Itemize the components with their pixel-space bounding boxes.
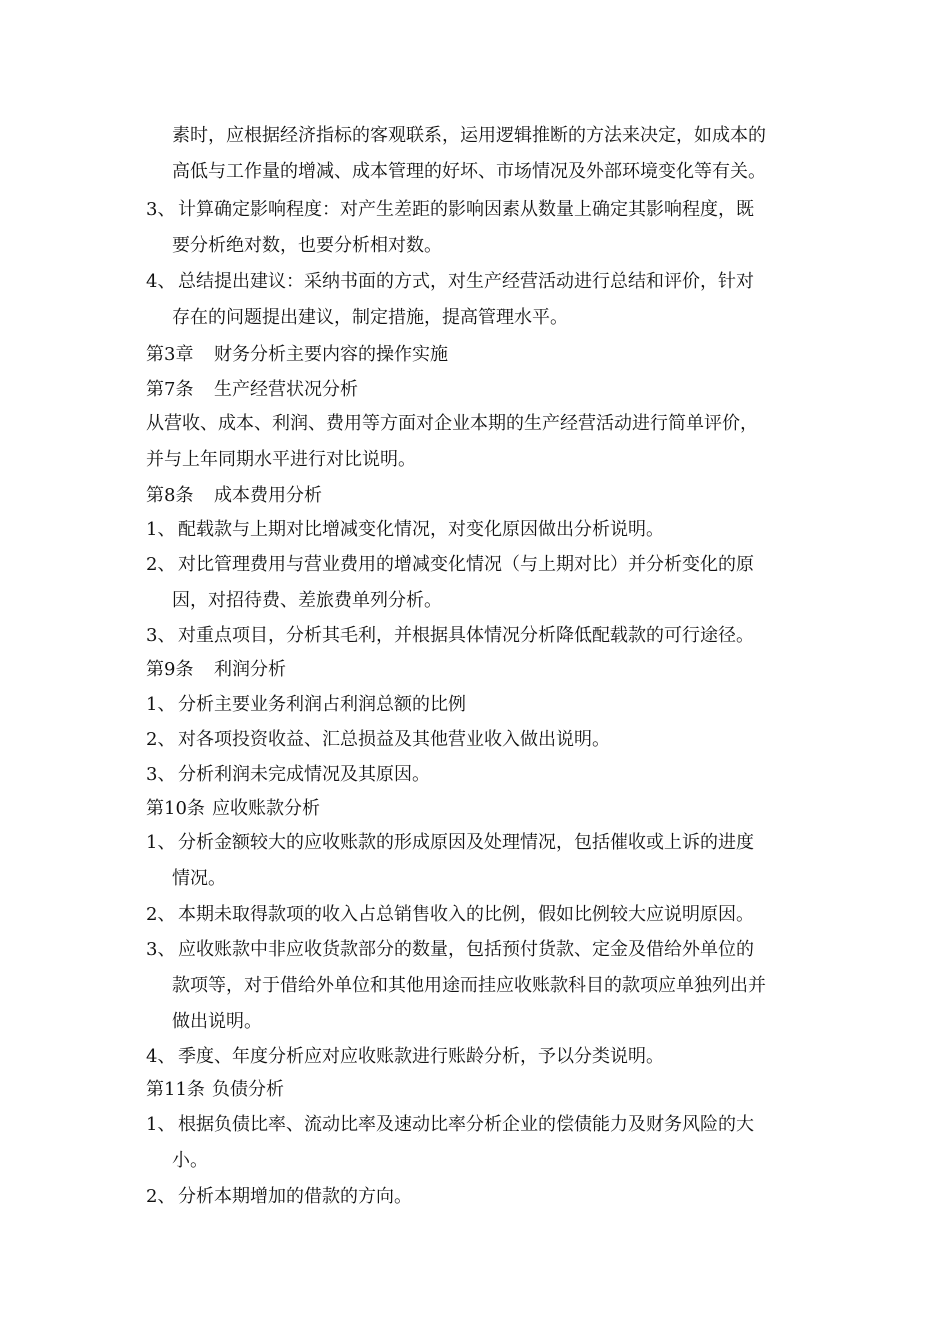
list-item-text: 对各项投资收益、汇总损益及其他营业收入做出说明。 xyxy=(178,729,610,750)
list-item-number: 4、 xyxy=(146,271,176,292)
intro-line-2: 高低与工作量的增减、成本管理的好坏、市场情况及外部环境变化等有关。 xyxy=(172,161,766,182)
list-item-text: 应收账款中非应收货款部分的数量，包括预付货款、定金及借给外单位的 xyxy=(178,939,754,960)
list-item-continuation: 因，对招待费、差旅费单列分析。 xyxy=(172,590,442,611)
list-item-text: 总结提出建议：采纳书面的方式，对生产经营活动进行总结和评价，针对 xyxy=(178,271,754,292)
article-number: 第8条 xyxy=(146,485,194,506)
paragraph-line: 并与上年同期水平进行对比说明。 xyxy=(146,449,416,470)
article-heading xyxy=(146,1078,746,1102)
intro-line-1: 素时，应根据经济指标的客观联系，运用逻辑推断的方法来决定，如成本的 xyxy=(172,125,766,146)
list-item-continuation: 存在的问题提出建议，制定措施，提高管理水平。 xyxy=(172,307,568,328)
list-item-number: 2、 xyxy=(146,1186,176,1207)
list-item-text: 分析主要业务利润占利润总额的比例 xyxy=(178,694,466,715)
list-item xyxy=(146,518,826,542)
chapter-title: 财务分析主要内容的操作实施 xyxy=(214,344,448,365)
chapter-number: 第3章 xyxy=(146,344,194,365)
list-item-number: 2、 xyxy=(146,904,176,925)
article-title: 负债分析 xyxy=(212,1079,284,1100)
list-item xyxy=(146,1113,826,1137)
list-item xyxy=(146,553,826,577)
article-heading xyxy=(146,797,746,821)
list-item-text: 分析金额较大的应收账款的形成原因及处理情况，包括催收或上诉的进度 xyxy=(178,832,754,853)
list-item-text: 配载款与上期对比增减变化情况，对变化原因做出分析说明。 xyxy=(178,519,664,540)
list-item-number: 2、 xyxy=(146,554,176,575)
article-heading xyxy=(146,378,746,402)
article-heading xyxy=(146,484,746,508)
list-item-text: 对比管理费用与营业费用的增减变化情况（与上期对比）并分析变化的原 xyxy=(178,554,754,575)
list-item-continuation: 做出说明。 xyxy=(172,1011,262,1032)
list-item xyxy=(146,728,826,752)
article-title: 应收账款分析 xyxy=(212,798,320,819)
list-item-text: 本期未取得款项的收入占总销售收入的比例，假如比例较大应说明原因。 xyxy=(178,904,754,925)
list-item-text: 分析利润未完成情况及其原因。 xyxy=(178,764,430,785)
list-item xyxy=(146,1045,826,1069)
paragraph-line: 从营收、成本、利润、费用等方面对企业本期的生产经营活动进行简单评价， xyxy=(146,413,758,434)
list-item xyxy=(146,624,826,648)
article-number: 第11条 xyxy=(146,1079,205,1100)
list-item-number: 1、 xyxy=(146,832,176,853)
list-item xyxy=(146,270,826,294)
article-number: 第9条 xyxy=(146,659,194,680)
list-item xyxy=(146,938,826,962)
list-item xyxy=(146,831,826,855)
list-item-number: 1、 xyxy=(146,519,176,540)
chapter-heading xyxy=(146,343,746,367)
list-item-continuation: 情况。 xyxy=(172,868,226,889)
list-item-text: 分析本期增加的借款的方向。 xyxy=(178,1186,412,1207)
article-heading xyxy=(146,658,746,682)
list-item xyxy=(146,903,826,927)
list-item-number: 3、 xyxy=(146,625,176,646)
list-item-continuation: 款项等，对于借给外单位和其他用途而挂应收账款科目的款项应单独列出并 xyxy=(172,975,766,996)
list-item-number: 1、 xyxy=(146,1114,176,1135)
article-number: 第10条 xyxy=(146,798,205,819)
article-number: 第7条 xyxy=(146,379,194,400)
article-title: 生产经营状况分析 xyxy=(214,379,358,400)
list-item xyxy=(146,198,826,222)
list-item-text: 计算确定影响程度：对产生差距的影响因素从数量上确定其影响程度，既 xyxy=(178,199,754,220)
list-item-text: 根据负债比率、流动比率及速动比率分析企业的偿债能力及财务风险的大 xyxy=(178,1114,754,1135)
list-item xyxy=(146,1185,826,1209)
list-item-number: 3、 xyxy=(146,939,176,960)
list-item-number: 3、 xyxy=(146,764,176,785)
list-item xyxy=(146,693,826,717)
list-item-number: 4、 xyxy=(146,1046,176,1067)
list-item-text: 对重点项目，分析其毛利，并根据具体情况分析降低配载款的可行途径。 xyxy=(178,625,754,646)
list-item-number: 2、 xyxy=(146,729,176,750)
article-title: 利润分析 xyxy=(214,659,286,680)
list-item-continuation: 要分析绝对数，也要分析相对数。 xyxy=(172,235,442,256)
list-item-number: 3、 xyxy=(146,199,176,220)
article-title: 成本费用分析 xyxy=(214,485,322,506)
list-item-text: 季度、年度分析应对应收账款进行账龄分析，予以分类说明。 xyxy=(178,1046,664,1067)
list-item xyxy=(146,763,826,787)
list-item-continuation: 小。 xyxy=(172,1150,208,1171)
list-item-number: 1、 xyxy=(146,694,176,715)
